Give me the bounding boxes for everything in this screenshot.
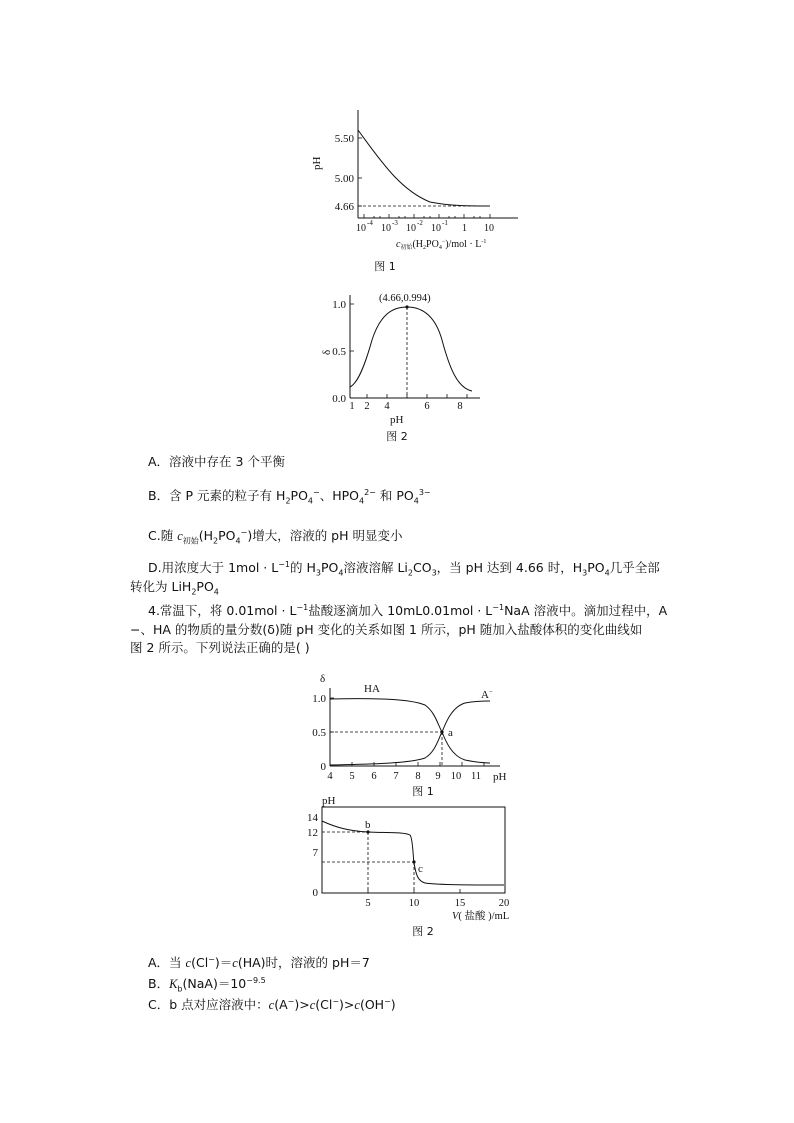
point-a-label: a xyxy=(448,727,453,739)
point-b-label: b xyxy=(365,819,371,831)
x-tick-label: 4 xyxy=(327,771,333,782)
y-tick-label: 7 xyxy=(312,847,318,859)
question-4-line-1: 4.常温下，将 $0.01mol \cdot L^{-1}$盐酸逐滴加入 $10mL0.01mol \cdot L^{-1}NaA$ 溶液中。滴加过程中，A xyxy=(148,603,668,619)
x-axis-label: $c_{初始}(H_2PO_4^-)$/mol · $L^{-1}$ xyxy=(396,239,487,251)
x-tick-label: 10 xyxy=(381,223,391,234)
x-tick-marks xyxy=(364,214,490,218)
x-tick-label: 10 xyxy=(450,771,462,782)
y-tick-label: 0 xyxy=(320,761,326,773)
x-tick-exponent: -2 xyxy=(417,219,423,227)
point-c-marker xyxy=(412,860,415,863)
x-tick-label: 5 xyxy=(365,898,371,909)
x-tick-exponent: -3 xyxy=(392,219,398,227)
x-axis-label: pH xyxy=(493,771,507,783)
q4-option-c: C．b 点对应溶液中：c(A−)>c(Cl−)>c(OH−) xyxy=(148,997,396,1013)
x-tick-label: 1 xyxy=(349,401,355,412)
figure-2-caption: 图 2 xyxy=(386,430,408,443)
x-tick-label: 9 xyxy=(435,771,441,782)
x-tick-label: 1 xyxy=(462,223,467,234)
a-minus-curve xyxy=(330,701,490,765)
figure-2-delta-vs-ph xyxy=(320,285,490,430)
point-a-marker xyxy=(440,730,443,733)
q4-option-b: B．$K_b(NaA)=10^{-9.5}$ xyxy=(148,976,266,994)
x-tick-label: 10 xyxy=(408,898,420,909)
x-tick-exponent: -1 xyxy=(442,219,448,227)
x-tick-label: 20 xyxy=(498,898,510,909)
delta-curve xyxy=(350,307,472,391)
x-tick-label: 6 xyxy=(371,771,377,782)
y-tick-label: 14 xyxy=(307,812,318,824)
x-axis-label: V( 盐酸 )/mL xyxy=(452,911,510,922)
option-d-line-2: 转化为 $LiH_2PO_4$ xyxy=(130,579,219,597)
figure-4-titration-curve xyxy=(300,795,530,930)
x-tick-label: 15 xyxy=(454,898,466,909)
ph-curve xyxy=(358,130,490,206)
x-tick-label: 10 xyxy=(431,223,441,234)
ha-label: HA xyxy=(364,683,380,695)
y-axis-label: δ xyxy=(320,673,326,685)
y-tick-label: 0.5 xyxy=(312,727,326,739)
question-4-line-2: −、HA 的物质的量分数(δ)随 pH 变化的关系如图 1 所示，pH 随加入盐酸体积的变化曲线如 xyxy=(130,622,643,637)
figure-4-caption: 图 2 xyxy=(412,925,434,938)
y-tick-label: 1.0 xyxy=(332,299,346,311)
y-tick-marks xyxy=(358,138,362,206)
y-axis-label: δ xyxy=(321,349,333,355)
ph-titration-curve xyxy=(322,821,504,885)
option-a: A．溶液中存在 3 个平衡 xyxy=(148,454,285,469)
x-tick-label: 7 xyxy=(393,771,399,782)
y-tick-label: 0 xyxy=(312,887,318,899)
x-tick-label: 8 xyxy=(415,771,421,782)
peak-label: (4.66,0.994) xyxy=(379,293,431,304)
x-axis-label: pH xyxy=(390,414,404,426)
q4-option-a: A．当 c(Cl−)＝c(HA)时，溶液的 pH＝7 xyxy=(148,955,370,971)
y-tick-label: 4.66 xyxy=(334,201,354,213)
y-tick-label: 1.0 xyxy=(312,693,326,705)
question-4-line-3: 图 2 所示。下列说法正确的是( ) xyxy=(130,640,310,655)
y-tick-label: 0.5 xyxy=(332,346,346,358)
ha-curve xyxy=(330,699,490,763)
x-tick-label: 10 xyxy=(356,223,366,234)
figure-1-caption: 图 1 xyxy=(374,260,396,273)
y-axis-label: pH xyxy=(311,156,323,170)
x-tick-label: 5 xyxy=(349,771,355,782)
y-tick-label: 0.0 xyxy=(332,393,346,405)
figure-3-caption: 图 1 xyxy=(412,785,434,798)
x-tick-label: 10 xyxy=(484,223,494,234)
y-tick-label: 5.50 xyxy=(334,133,354,145)
tick-marks xyxy=(350,304,467,398)
x-tick-label: 8 xyxy=(457,401,463,412)
x-tick-label: 6 xyxy=(424,401,430,412)
x-tick-exponent: -4 xyxy=(367,219,373,227)
x-tick-label: 10 xyxy=(406,223,416,234)
figure-3-species-fraction xyxy=(300,670,520,800)
x-tick-labels xyxy=(356,219,494,234)
a-minus-label: A− xyxy=(481,688,493,701)
y-axis-label: pH xyxy=(322,795,336,807)
plot-frame xyxy=(322,807,505,893)
x-tick-label: 11 xyxy=(470,771,482,782)
y-tick-label: 5.00 xyxy=(334,173,354,185)
y-tick-label: 12 xyxy=(307,827,318,839)
peak-point xyxy=(405,305,408,308)
option-c: C.随 $c_{初始}(H_2PO_4^-)$增大，溶液的 pH 明显变小 xyxy=(148,528,403,546)
point-c-label: c xyxy=(418,863,423,875)
option-b: B．含 P 元素的粒子有 $H_2PO_4^-$、$HPO_4^{2-}$ 和 $PO_4^{3-}$ xyxy=(148,488,431,506)
x-tick-label: 2 xyxy=(364,401,370,412)
option-d-line-1: D.用浓度大于 $1mol \cdot L^{-1}$的 $H_3PO_4$溶液溶解 $Li_2CO_3$，当 pH 达到 4.66 时，$H_3PO_4$几乎全部 xyxy=(148,560,660,578)
figure-1-ph-vs-concentration xyxy=(300,100,530,275)
x-tick-label: 4 xyxy=(384,401,390,412)
